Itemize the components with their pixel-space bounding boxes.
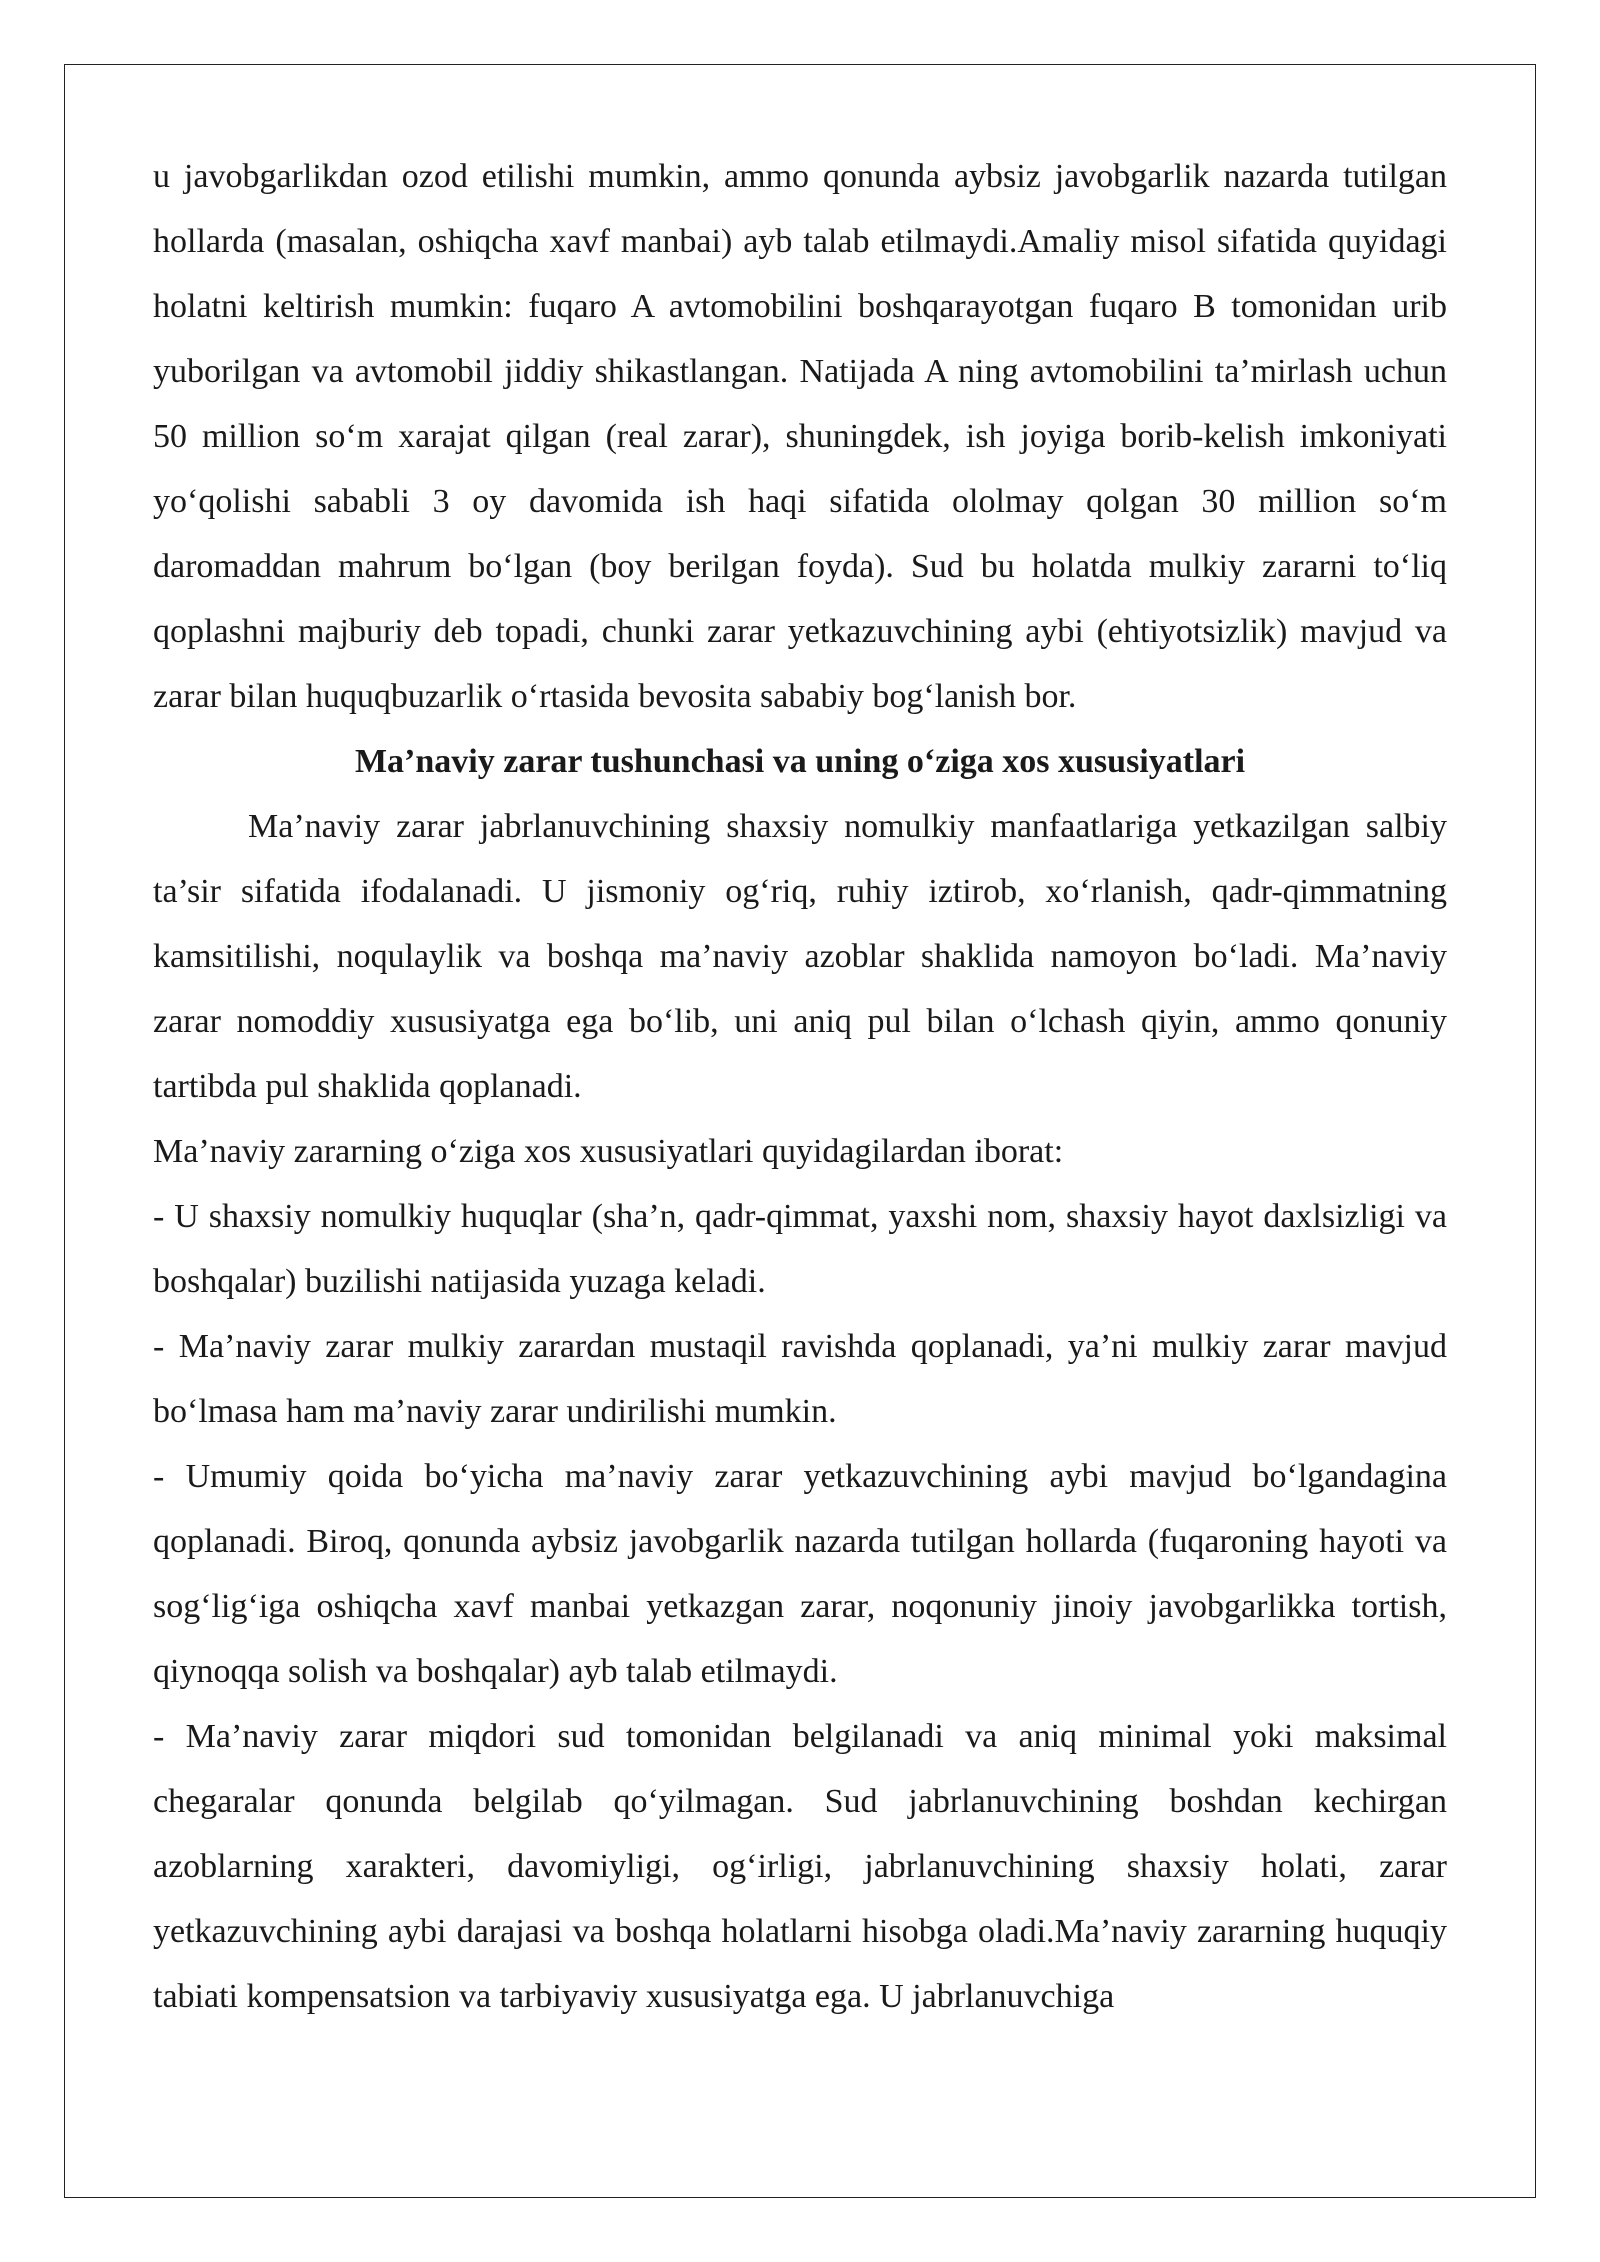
list-item-feature-4: - Ma’naviy zarar miqdori sud tomonidan belgilanadi va aniq minimal yoki maksimal chegaralar qonunda belgilab qo‘yilmagan. Sud jabrlanuvchining boshdan kechirgan azoblarning xarakteri, davomiyligi, og‘irligi, jabrlanuvchining shaxsiy holati, zarar yetkazuvchining aybi darajasi va boshqa holatlarni hisobga oladi.Ma’naviy zararning huquqiy tabiati kompensatsion va tarbiyaviy xususiyatga ega. U jabrlanuvchiga	[153, 1718, 1447, 2015]
paragraph-moral-damage-definition: Ma’naviy zarar jabrlanuvchining shaxsiy nomulkiy manfaatlariga yetkazilgan salbiy ta’sir sifatida ifodalanadi. U jismoniy og‘riq, ruhiy iztirob, xo‘rlanish, qadr-qimmatning kamsitilishi, noqulaylik va boshqa ma’naviy azoblar shaklida namoyon bo‘ladi. Ma’naviy zarar nomoddiy xususiyatga ega bo‘lib, uni aniq pul bilan o‘lchash qiyin, ammo qonuniy tartibda pul shaklida qoplanadi.	[153, 808, 1447, 1105]
document-body	[153, 144, 1447, 2029]
section-heading: Ma’naviy zarar tushunchasi va uning o‘ziga xos xususiyatlari	[354, 743, 1246, 780]
list-item-feature-1: - U shaxsiy nomulkiy huquqlar (sha’n, qadr-qimmat, yaxshi nom, shaxsiy hayot daxlsizligi va boshqalar) buzilishi natijasida yuzaga keladi.	[153, 1198, 1447, 1300]
list-item-feature-2: - Ma’naviy zarar mulkiy zarardan mustaqil ravishda qoplanadi, ya’ni mulkiy zarar mavjud bo‘lmasa ham ma’naviy zarar undirilishi mumkin.	[153, 1328, 1447, 1430]
list-item-feature-3: - Umumiy qoida bo‘yicha ma’naviy zarar yetkazuvchining aybi mavjud bo‘lgandagina qoplanadi. Biroq, qonunda aybsiz javobgarlik nazarda tutilgan hollarda (fuqaroning hayoti va sog‘lig‘iga oshiqcha xavf manbai yetkazgan zarar, noqonuniy jinoiy javobgarlikka tortish, qiynoqqa solish va boshqalar) ayb talab etilmaydi.	[153, 1458, 1447, 1690]
paragraph-damage-example: u javobgarlikdan ozod etilishi mumkin, ammo qonunda aybsiz javobgarlik nazarda tutilgan hollarda (masalan, oshiqcha xavf manbai) ayb talab etilmaydi.Amaliy misol sifatida quyidagi holatni keltirish mumkin: fuqaro A avtomobilini boshqarayotgan fuqaro B tomonidan urib yuborilgan va avtomobil jiddiy shikastlangan. Natijada A ning avtomobilini ta’mirlash uchun 50 million so‘m xarajat qilgan (real zarar), shuningdek, ish joyiga borib-kelish imkoniyati yo‘qolishi sababli 3 oy davomida ish haqi sifatida ololmay qolgan 30 million so‘m daromaddan mahrum bo‘lgan (boy berilgan foyda). Sud bu holatda mulkiy zararni to‘liq qoplashni majburiy deb topadi, chunki zarar yetkazuvchining aybi (ehtiyotsizlik) mavjud va zarar bilan huquqbuzarlik o‘rtasida bevosita sababiy bog‘lanish bor.	[153, 158, 1447, 715]
paragraph-features-intro: Ma’naviy zararning o‘ziga xos xususiyatlari quyidagilardan iborat:	[153, 1133, 1064, 1170]
